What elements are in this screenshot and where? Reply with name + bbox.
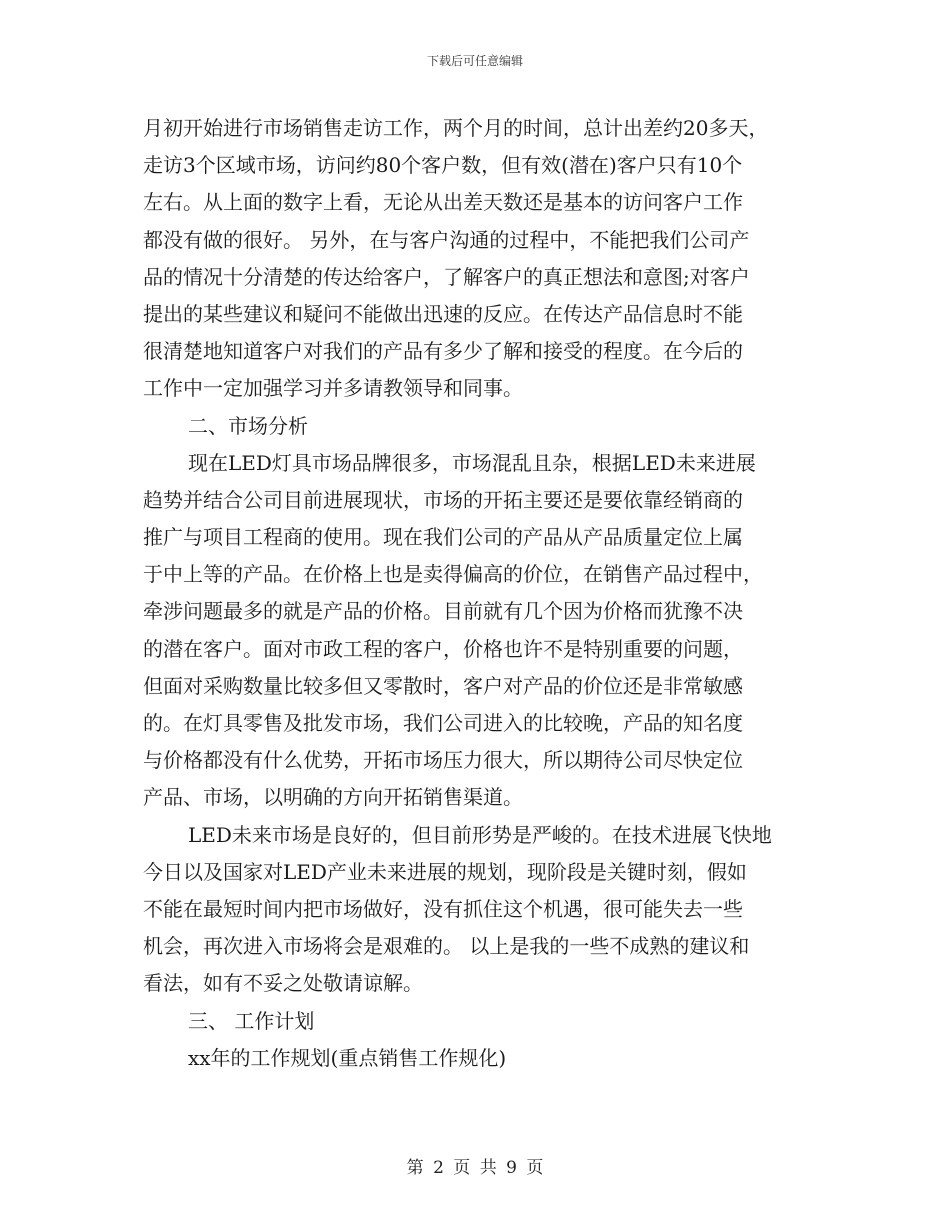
- text-line: LED未来市场是良好的，但目前形势是严峻的。在技术进展飞快地: [188, 822, 772, 847]
- text-line: 月初开始进行市场销售走访工作，两个月的时间，总计出差约20多天，: [143, 116, 769, 140]
- text-line: 机会，再次进入市场将会是艰难的。 以上是我的一些不成熟的建议和: [143, 934, 750, 959]
- text-line: 但面对采购数量比较多但又零散时，客户对产品的价位还是非常敏感: [143, 673, 743, 698]
- text-line: 工作中一定加强学习并多请教领导和同事。: [143, 376, 523, 401]
- text-line: 很清楚地知道客户对我们的产品有多少了解和接受的程度。在今后的: [143, 339, 743, 364]
- text-line: 的。在灯具零售及批发市场，我们公司进入的比较晚，产品的知名度: [143, 711, 743, 735]
- text-line: 产品、市场，以明确的方向开拓销售渠道。: [143, 785, 523, 810]
- text-line: 趋势并结合公司目前进展现状，市场的开拓主要还是要依靠经销商的: [143, 487, 743, 512]
- text-line: 不能在最短时间内把市场做好，没有抓住这个机遇，很可能失去一些: [143, 896, 743, 921]
- text-line: xx年的工作规划(重点销售工作规化): [188, 1045, 507, 1070]
- text-line: 走访3个区域市场，访问约80个客户数，但有效(潜在)客户只有10个: [143, 153, 743, 178]
- section-heading: 二、市场分析: [188, 413, 308, 438]
- page-header: 下载后可任意编辑: [426, 54, 523, 68]
- text-line: 看法，如有不妥之处敬请谅解。: [143, 971, 423, 996]
- text-line: 品的情况十分清楚的传达给客户，了解客户的真正想法和意图;对客户: [143, 264, 750, 289]
- text-line: 与价格都没有什么优势，开拓市场压力很大，所以期待公司尽快定位: [143, 748, 743, 773]
- text-line: 的潜在客户。面对市政工程的客户，价格也许不是特别重要的问题，: [143, 636, 743, 661]
- text-line: 牵涉问题最多的就是产品的价格。目前就有几个因为价格而犹豫不决: [143, 599, 743, 624]
- text-line: 于中上等的产品。在价格上也是卖得偏高的价位，在销售产品过程中，: [143, 562, 763, 587]
- section-heading: 三、 工作计划: [188, 1008, 315, 1033]
- text-line: 推广与项目工程商的使用。现在我们公司的产品从产品质量定位上属: [143, 525, 743, 550]
- text-line: 现在LED灯具市场品牌很多，市场混乱且杂，根据LED未来进展: [188, 450, 756, 475]
- document-body: [143, 110, 813, 1077]
- text-line: 左右。从上面的数字上看，无论从出差天数还是基本的访问客户工作: [143, 190, 743, 215]
- text-line: 提出的某些建议和疑问不能做出迅速的反应。在传达产品信息时不能: [143, 301, 743, 326]
- text-line: 都没有做的很好。 另外，在与客户沟通的过程中，不能把我们公司产: [143, 227, 750, 252]
- text-line: 今日以及国家对LED产业未来进展的规划，现阶段是关键时刻，假如: [143, 859, 747, 884]
- page-footer: 第 2 页 共 9 页: [406, 1158, 544, 1178]
